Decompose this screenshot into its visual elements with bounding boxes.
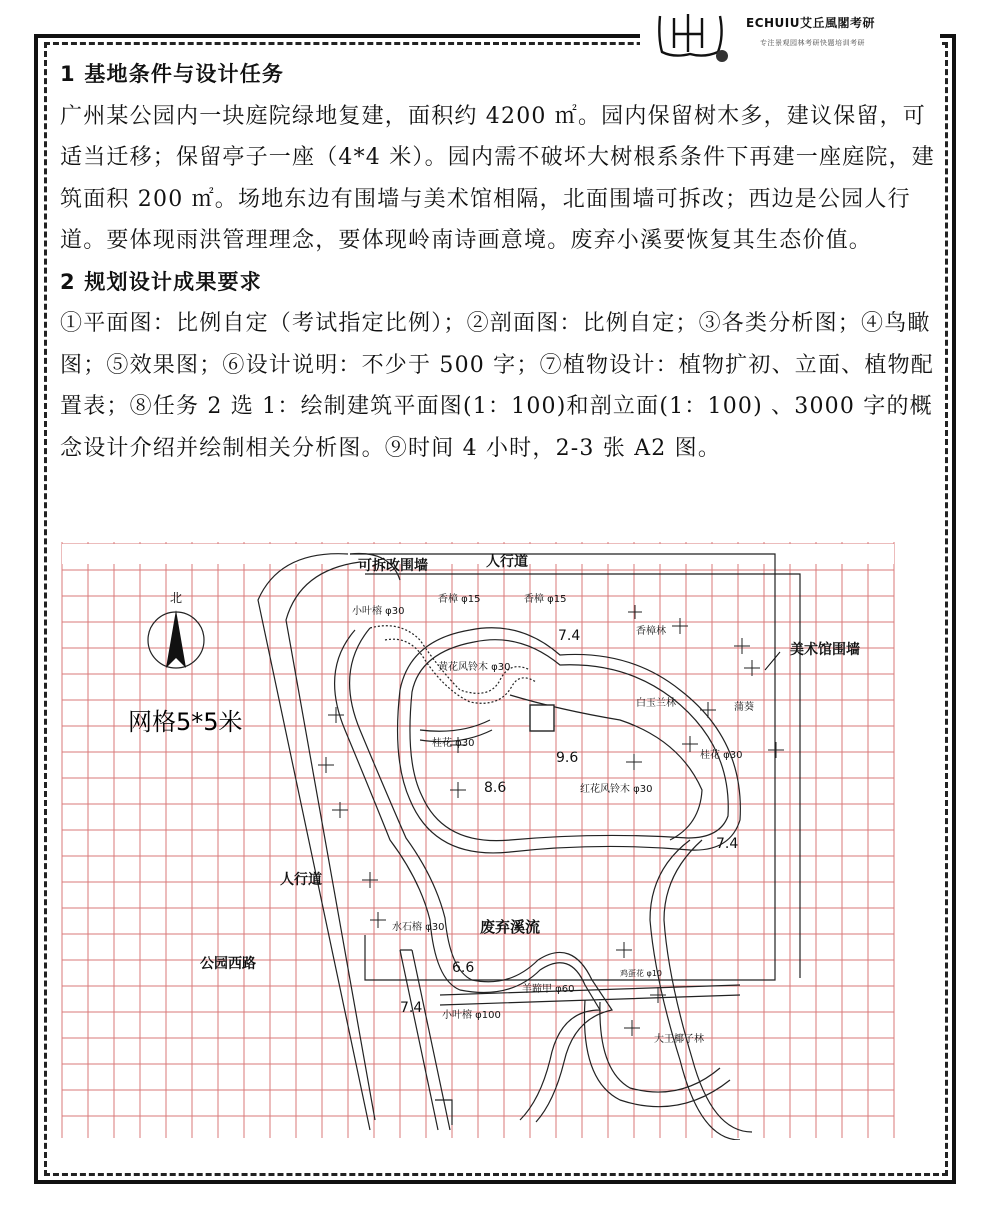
tree-label-8: 桂花 φ30	[432, 738, 475, 749]
task-document	[60, 54, 940, 469]
tree-label-2: 香樟 φ15	[438, 594, 481, 605]
site-plan	[40, 540, 950, 1140]
tree-label-14: 小叶榕 φ100	[442, 1010, 501, 1021]
pavilion	[530, 705, 554, 731]
label-museum-wall: 美术馆围墙	[790, 642, 860, 658]
elevation-label-6: 7.4	[400, 1000, 423, 1016]
north-arrow	[148, 610, 204, 668]
museum-wall-pointer	[765, 652, 780, 670]
elevation-label-5: 6.6	[452, 960, 475, 976]
section-1-body: 广州某公园内一块庭院绿地复建，面积约 4200 ㎡。园内保留树木多，建议保留，可适当迁移；保留亭子一座（4*4 米）。园内需不破坏大树根系条件下再建一座庭院，建筑面积 200 ㎡。场地东边有围墙与美术馆相隔，北面围墙可拆改；西边是公园人行道。要体现雨洪管理理念，要体现岭南诗画意境。废弃小溪要恢复其生态价值。	[60, 103, 935, 253]
section-2-heading: 2 规划设计成果要求	[60, 269, 262, 294]
elevation-label-2: 9.6	[556, 750, 579, 766]
elevation-label-1: 7.4	[558, 628, 581, 644]
tree-label-5: 黄花风铃木 φ30	[438, 662, 511, 673]
tree-label-12: 羊蹄甲 φ60	[522, 984, 575, 995]
elevation-label-4: 7.4	[716, 836, 739, 852]
tree-symbols	[318, 605, 784, 1036]
tree-label-1: 小叶榕 φ30	[352, 606, 405, 617]
brand-tagline: 专注景观园林考研快题培训考研	[760, 39, 865, 47]
tree-label-10: 红花风铃木 φ30	[580, 784, 653, 795]
tree-label-9: 桂花 φ30	[700, 750, 743, 761]
tree-label-7: 蒲葵	[734, 702, 754, 713]
tree-label-13: 鸡蛋花 φ10	[620, 969, 662, 978]
tree-label-6: 白玉兰林	[636, 698, 676, 709]
tree-label-4: 香樟林	[636, 626, 666, 637]
label-west-road: 公园西路	[200, 956, 256, 972]
elevation-label-3: 8.6	[484, 780, 507, 796]
tree-label-11: 水石榕 φ30	[392, 922, 445, 933]
section-2-body: ①平面图：比例自定（考试指定比例）；②剖面图：比例自定；③各类分析图；④鸟瞰图；⑤效果图；⑥设计说明：不少于 500 字；⑦植物设计：植物扩初、立面、植物配置表；⑧任务 2 选 1：绘制建筑平面图(1：100)和剖立面(1：100) 、3000 字的概念设计介绍并绘制相关分析图。⑨时间 4 小时，2-3 张 A2 图。	[60, 311, 934, 461]
tree-label-15: 大王椰子林	[654, 1034, 704, 1045]
brand-name: ECHUIU艾丘風閣考研	[746, 16, 876, 30]
site-plan-drawing	[40, 540, 950, 1140]
grid-scale-label: 网格5*5米	[128, 708, 243, 736]
north-label: 北	[169, 591, 183, 605]
section-1-heading: 1 基地条件与设计任务	[60, 62, 285, 86]
label-north-wall: 可拆改围墙	[358, 558, 428, 574]
label-west-walkway: 人行道	[280, 872, 322, 888]
grid	[62, 542, 894, 1138]
tree-label-3: 香樟 φ15	[524, 594, 567, 605]
label-stream: 废弃溪流	[480, 918, 541, 936]
label-top-walkway: 人行道	[486, 554, 528, 570]
